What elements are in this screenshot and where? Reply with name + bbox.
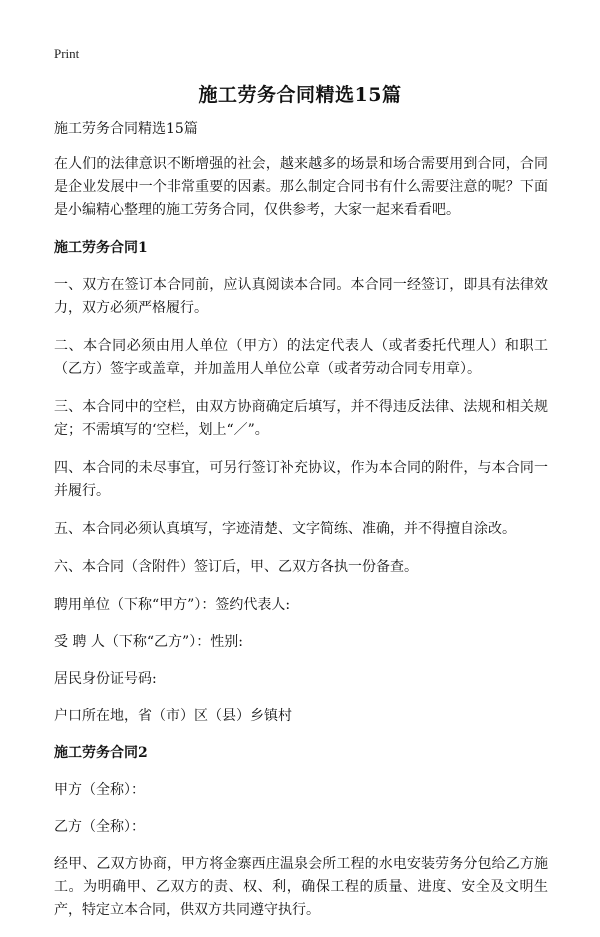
section1-paragraph-4: 四、本合同的未尽事宜，可另行签订补充协议，作为本合同的附件，与本合同一并履行。 (54, 460, 548, 499)
page-title: 施工劳务合同精选15篇 (198, 84, 402, 106)
section1-paragraph-2: 二、本合同必须由用人单位（甲方）的法定代表人（或者委托代理人）和职工（乙方）签字或盖章，并加盖用人单位公章（或者劳动合同专用章）。 (54, 338, 548, 377)
print-link[interactable]: Print (54, 46, 80, 61)
section-heading-2: 施工劳务合同2 (54, 745, 148, 761)
intro-paragraph: 在人们的法律意识不断增强的社会，越来越多的场景和场合需要用到合同，合同是企业发展中一个非常重要的因素。那么制定合同书有什么需要注意的呢？下面是小编精心整理的施工劳务合同，仅供参考，大家一起来看看吧。 (54, 156, 548, 218)
section1-paragraph-1: 一、双方在签订本合同前，应认真阅读本合同。本合同一经签订，即具有法律效力，双方必须严格履行。 (54, 277, 548, 316)
party-a-line: 甲方（全称）： (54, 782, 145, 798)
id-number-line: 居民身份证号码: (54, 671, 157, 687)
section1-paragraph-6: 六、本合同（含附件）签订后，甲、乙双方各执一份备查。 (54, 559, 418, 575)
party-b-line: 乙方（全称）： (54, 819, 145, 835)
employer-line: 聘用单位（下称“甲方”）：签约代表人: (54, 597, 291, 613)
household-line: 户口所在地，省（市）区（县）乡镇村 (54, 708, 292, 724)
section-heading-1: 施工劳务合同1 (54, 240, 148, 256)
section1-paragraph-3: 三、本合同中的空栏，由双方协商确定后填写，并不得违反法律、法规和相关规定；不需填写的‘空栏，划上“／”。 (54, 399, 548, 438)
employee-line: 受 聘 人（下称“乙方”）：性别: (54, 634, 243, 650)
document-body (54, 118, 548, 937)
section1-paragraph-5: 五、本合同必须认真填写，字迹清楚、文字简练、准确，并不得擅自涂改。 (54, 521, 516, 537)
section2-paragraph-1: 经甲、乙双方协商，甲方将金寨西庄温泉会所工程的水电安装劳务分包给乙方施工。为明确甲、乙双方的责、权、利，确保工程的质量、进度、安全及文明生产，特定立本合同，供双方共同遵守执行。 (54, 856, 548, 918)
document-subtitle: 施工劳务合同精选15篇 (54, 121, 198, 137)
